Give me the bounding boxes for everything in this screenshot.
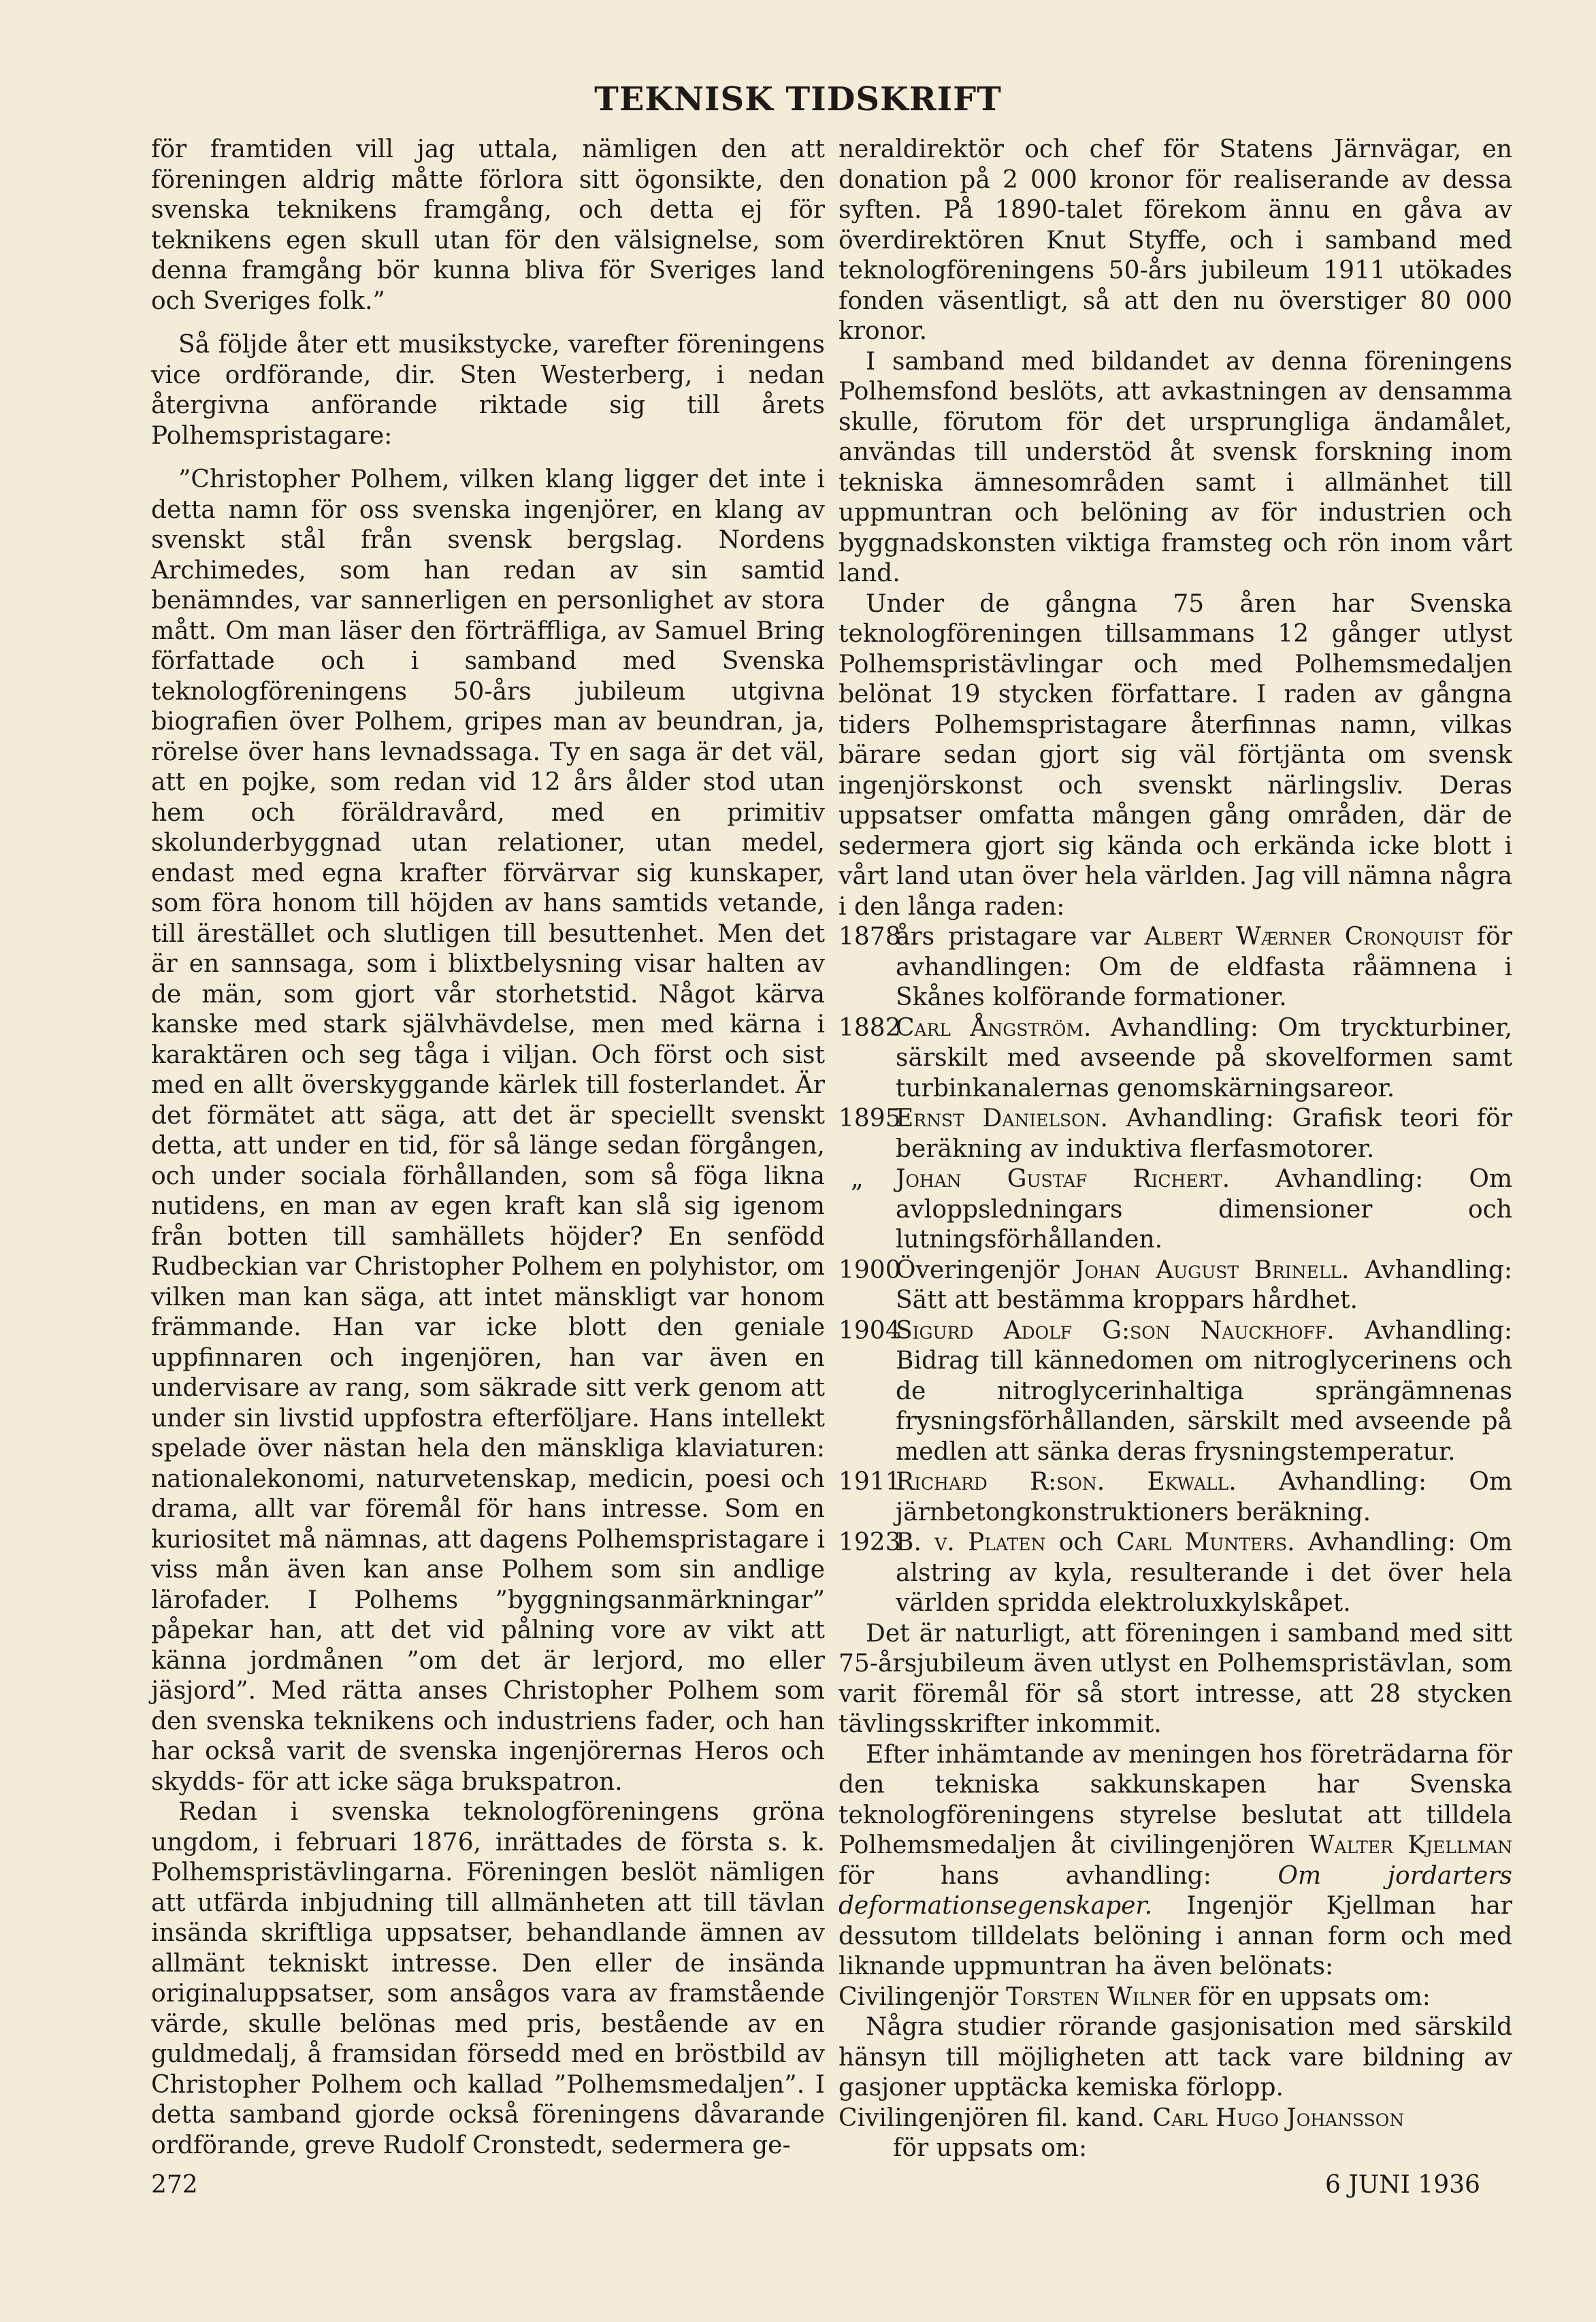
entry-text bbox=[896, 922, 1512, 1013]
right-column bbox=[838, 135, 1512, 2164]
paragraph: Redan i svenska teknologföreningens gröna ungdom, i februari 1876, inrättades de första s. k. Polhemspristävlingarna. Föreningen beslöt nämligen att utfärda inbjudning till allmänheten att till tävlan insända skriftliga uppsatser, behandlande ämnen av allmänt tekniskt intresse. Den eller de insända originaluppsatser, som ansågos vara av framstående värde, skulle belönas med pris, bestående av en guldmedalj, å framsidan försedd med en bröstbild av Christopher Polhem och kallad ”Polhemsmedaljen”. I detta samband gjorde också föreningens dåvarande ordförande, greve Rudolf Cronstedt, sedermera ge- bbox=[151, 1798, 825, 2159]
paragraph: för framtiden vill jag uttala, nämligen den att föreningen aldrig måtte förlora sitt ögonsikte, den svenska teknikens framgång, och detta ej för teknikens egen skull utan för den välsignelse, som denna framgång bör kunna bliva för Sveriges land och Sveriges folk.” bbox=[151, 135, 825, 315]
paragraph bbox=[838, 1740, 1512, 1982]
entry-text bbox=[896, 1467, 1512, 1528]
laureate-name: Walter Kjellman bbox=[1309, 1831, 1512, 1859]
laureate-name: Johan August Brinell. bbox=[1075, 1256, 1350, 1284]
entry-thesis: Avhandling: Grafisk teori för beräkning av induktiva flerfasmotorer. bbox=[896, 1105, 1512, 1163]
entry-year: 1882 bbox=[838, 1013, 901, 1042]
awardee-name: Torsten Wilner bbox=[1006, 1982, 1191, 2011]
text-run: Efter inhämtande av meningen hos företrädarna för den tekniska sakkunskapen har Svenska teknologföreningens styrelse beslutat att tilldela Polhemsmedaljen åt civilingenjören bbox=[838, 1740, 1512, 1859]
awardee-name: Carl Hugo Johansson bbox=[1152, 2104, 1405, 2132]
entry-prefix: Överingenjör bbox=[896, 1256, 1075, 1284]
entry-year: 1878 bbox=[838, 923, 901, 951]
award-thesis: för uppsats om: bbox=[893, 2134, 1088, 2162]
award-thesis: Några studier rörande gasjonisation med särskild hänsyn till möjligheten att tack vare bildning av gasjoner upptäcka kemiska förlopp. bbox=[838, 2013, 1512, 2102]
laureate-name: Johan Gustaf Richert. bbox=[896, 1165, 1231, 1193]
award-line bbox=[838, 2104, 1512, 2134]
entry-conjunction: och bbox=[1045, 1528, 1117, 1556]
entry-text bbox=[896, 1164, 1512, 1256]
entry-thesis: Avhandling: Bidrag till kännedomen om nitroglycerinens och de nitroglycerinhaltiga sprängämnenas frysningsförhållanden, särskilt med avseende på medlen att sänka deras frysningstemperatur. bbox=[896, 1316, 1512, 1466]
entry-year: 1911 bbox=[838, 1468, 901, 1496]
prize-entry bbox=[838, 1104, 1512, 1164]
text-run: för en uppsats om: bbox=[1190, 1982, 1431, 2011]
entry-year: 1895 bbox=[838, 1105, 901, 1132]
entry-year: 1900 bbox=[838, 1256, 901, 1284]
entry-text bbox=[896, 1104, 1512, 1164]
paragraph: Så följde åter ett musikstycke, varefter föreningens vice ordförande, dir. Sten Westerberg, i nedan återgivna anförande riktade sig till årets Polhemspristagare: bbox=[151, 331, 825, 450]
entry-text bbox=[896, 1316, 1512, 1468]
text-run: Ingenjör Kjellman har dessutom tilldelats belöning i annan form och med liknande uppmuntran ha även belönats: bbox=[838, 1892, 1512, 1980]
text-run: för hans avhandling: bbox=[838, 1861, 1278, 1890]
prize-entry bbox=[838, 1013, 1512, 1105]
entry-text bbox=[896, 1256, 1512, 1316]
masthead-title: TEKNISK TIDSKRIFT bbox=[594, 80, 1002, 118]
text-run: Civilingenjören fil. kand. bbox=[838, 2104, 1153, 2132]
page-number: 272 bbox=[151, 2171, 198, 2199]
entry-thesis: Avhandling: Om alstring av kyla, resulterande i det över hela världen spridda elektroluxkylskåpet. bbox=[896, 1528, 1512, 1617]
entry-year: „ bbox=[851, 1165, 864, 1193]
prize-entry bbox=[838, 922, 1512, 1013]
entry-thesis: för avhandlingen: Om de eldfasta råämnena i Skånes kolförande formationer. bbox=[896, 923, 1512, 1011]
laureate-name: Ernst Danielson. bbox=[896, 1105, 1108, 1132]
laureate-name: B. v. Platen bbox=[896, 1528, 1046, 1556]
paragraph: neraldirektör och chef för Statens Järnvägar, en donation på 2 000 kronor för realiserande av dessa syften. På 1890-talet förekom ännu en gåva av överdirektören Knut Styffe, och i samband med teknologföreningens 50-års jubileum 1911 utökades fonden väsentligt, så att den nu överstiger 80 000 kronor. bbox=[838, 135, 1512, 345]
entry-prefix: års pristagare var bbox=[896, 923, 1145, 951]
entry-thesis: Avhandling: Sätt att bestämma kroppars hårdhet. bbox=[896, 1256, 1512, 1314]
prize-entry bbox=[838, 1256, 1512, 1316]
prize-entry bbox=[838, 1316, 1512, 1468]
prize-entry bbox=[838, 1528, 1512, 1619]
issue-date: 6 JUNI 1936 bbox=[1325, 2171, 1480, 2199]
paragraph: ”Christopher Polhem, vilken klang ligger det inte i detta namn för oss svenska ingenjörer, en klang av svenskt stål från svensk bergslag. Nordens Archimedes, som han redan av sin samtid benämndes, var sannerligen en personlighet av stora mått. Om man läser den förträffliga, av Samuel Bring författade och i samband med Svenska teknologföreningens 50-års jubileum utgivna biografien över Polhem, gripes man av beundran, ja, rörelse över hans levnadssaga. Ty en saga är det väl, att en pojke, som redan vid 12 års ålder stod utan hem och föräldravård, med en primitiv skolunderbyggnad utan relationer, utan medel, endast med egna krafter förvärvar sig kunskaper, som föra honom till höjden av hans samtids vetande, till ärestället och slutligen till besuttenhet. Men det är en sannsaga, som i blixtbelysning visar halten av de män, som gjort vår storhetstid. Något kärva kanske med stark självhävdelse, men med kärna i karaktären och seg tåga i viljan. Och först och sist med en allt överskyggande kärlek till fosterlandet. Är det förmätet att säga, att det är speciellt svenskt detta, att under en tid, för så länge sedan förgången, och under sociala förhållanden, som så föga likna nutidens, en man av egen kraft kan slå sig igenom från botten till samhällets höjder? En senfödd Rudbeckian var Christopher Polhem en polyhistor, om vilken man kan säga, att intet mänskligt var honom främmande. Han var icke blott den geniale uppfinnaren och ingenjören, han var även en undervisare av rang, som säkrade sitt verk genom att under sin livstid uppfostra efterföljare. Hans intellekt spelade över nästan hela den mänskliga klaviaturen: nationalekonomi, naturvetenskap, medicin, poesi och drama, allt var föremål för hans intresse. Som en kuriositet må nämnas, att dagens Polhemspristagare i viss mån även kan anse Polhem som sin andlige lärofader. I Polhems ”byggningsanmärkningar” påpekar han, att det vid pålning vore av vikt att känna jordmånen ”om det är lerjord, mo eller jäsjord”. Med rätta anses Christopher Polhem som den svenska teknikens och industriens fader, och han har också varit de svenska ingenjörernas Heros och skydds- för att icke säga brukspatron. bbox=[151, 465, 825, 1796]
thesis-title: Om jordarters deformationsegenskaper. bbox=[838, 1861, 1513, 1920]
entry-year: 1923 bbox=[838, 1528, 901, 1556]
prize-entry bbox=[838, 1467, 1512, 1528]
entry-thesis: Avhandling: Om avloppsledningars dimensioner och lutningsförhållanden. bbox=[896, 1165, 1512, 1254]
laureate-name: Albert Wærner Cronquist bbox=[1144, 923, 1463, 951]
entry-text bbox=[896, 1013, 1512, 1105]
laureate-name: Richard R:son. Ekwall. bbox=[896, 1468, 1237, 1496]
laureate-name: Sigurd Adolf G:son Nauckhoff. bbox=[896, 1316, 1335, 1345]
entry-thesis: Avhandling: Om tryckturbiner, särskilt med avseende på skovelformen samt turbinkanalernas genomskärningsareor. bbox=[896, 1013, 1512, 1102]
award-line bbox=[838, 1982, 1512, 2013]
left-column bbox=[151, 135, 825, 2161]
entry-year: 1904 bbox=[838, 1316, 901, 1345]
laureate-name: Carl Munters. bbox=[1116, 1528, 1295, 1556]
paragraph: Under de gångna 75 åren har Svenska teknologföreningen tillsammans 12 gånger utlyst Polhemspristävlingar och med Polhemsmedaljen belönat 19 stycken författare. I raden av gångna tiders Polhemspristagare återfinnas namn, vilkas bärare sedan gjort sig väl förtjänta om svensk ingenjörskonst och svenskt närlingsliv. Deras uppsatser omfatta mången gång områden, där de sedermera gjort sig kända och erkända icke blott i vårt land utan över hela världen. Jag vill nämna några i den långa raden: bbox=[838, 589, 1512, 921]
text-run: Civilingenjör bbox=[838, 1982, 1007, 2011]
paragraph: Det är naturligt, att föreningen i samband med sitt 75-årsjubileum även utlyst en Polhemspristävlan, som varit föremål för så stort intresse, att 28 stycken tävlingsskrifter inkommit. bbox=[838, 1619, 1512, 1738]
entry-text bbox=[896, 1528, 1512, 1619]
entry-thesis: Avhandling: Om järnbetongkonstruktioners beräkning. bbox=[896, 1468, 1512, 1526]
paragraph: I samband med bildandet av denna föreningens Polhemsfond beslöts, att avkastningen av densamma skulle, förutom för det ursprungliga ändamålet, användas till understöd åt svensk forskning inom tekniska ämnesområden samt i allmänhet till uppmuntran och belöning av för industrien och byggnadskonsten viktiga framsteg och rön inom vårt land. bbox=[838, 347, 1512, 587]
prize-entry bbox=[838, 1164, 1512, 1256]
laureate-name: Carl Ångström. bbox=[896, 1013, 1092, 1042]
